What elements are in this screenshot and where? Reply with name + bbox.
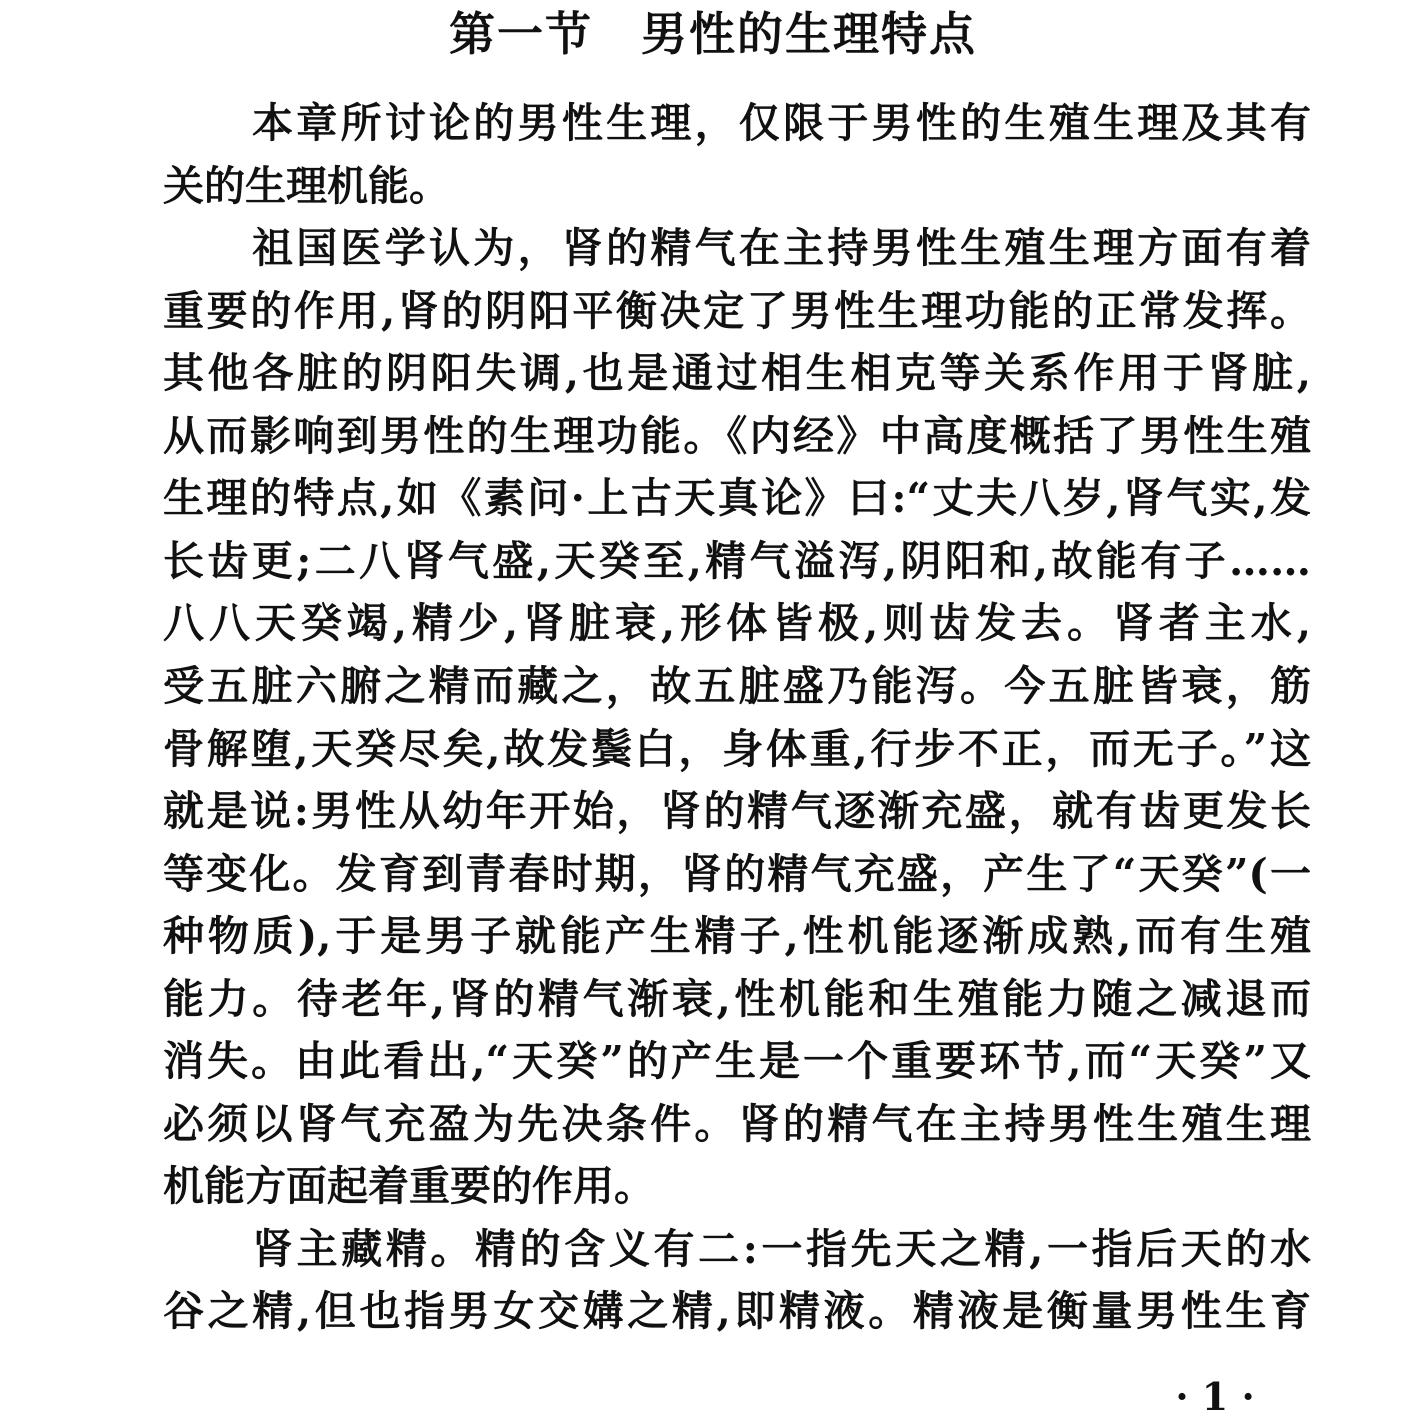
- text-line: 种物质),于是男子就能产生精子,性机能逐渐成熟,而有生殖: [163, 912, 1311, 960]
- text-line: 肾主藏精。精的含义有二:一指先天之精,一指后天的水: [252, 1225, 1311, 1273]
- text-line: 本章所讨论的男性生理，仅限于男性的生殖生理及其有: [252, 99, 1311, 147]
- text-line: 重要的作用,肾的阴阳平衡决定了男性生理功能的正常发挥。: [163, 287, 1311, 335]
- text-line: 机能方面起着重要的作用。: [163, 1162, 655, 1210]
- text-line: 八八天癸竭,精少,肾脏衰,形体皆极,则齿发去。肾者主水,: [163, 599, 1311, 647]
- text-line: 能力。待老年,肾的精气渐衰,性机能和生殖能力随之减退而: [163, 975, 1311, 1023]
- text-line: 等变化。发育到青春时期，肾的精气充盛，产生了“天癸”(一: [163, 850, 1311, 898]
- text-line: 受五脏六腑之精而藏之，故五脏盛乃能泻。今五脏皆衰，筋: [163, 662, 1311, 710]
- text-line: 从而影响到男性的生理功能。《内经》中高度概括了男性生殖: [163, 412, 1311, 460]
- text-line: 骨解堕,天癸尽矣,故发鬓白，身体重,行步不正，而无子。”这: [163, 725, 1311, 773]
- text-line: 消失。由此看出,“天癸”的产生是一个重要环节,而“天癸”又: [163, 1037, 1311, 1085]
- page-number: · 1 ·: [1175, 1374, 1255, 1419]
- text-line: 关的生理机能。: [163, 162, 450, 210]
- section-title: 第一节 男性的生理特点: [449, 7, 977, 61]
- text-line: 其他各脏的阴阳失调,也是通过相生相克等关系作用于肾脏,: [163, 349, 1311, 397]
- text-line: 祖国医学认为，肾的精气在主持男性生殖生理方面有着: [252, 224, 1311, 272]
- text-line: 长齿更;二八肾气盛,天癸至,精气溢泻,阴阳和,故能有子……: [163, 537, 1311, 585]
- text-line: 谷之精,但也指男女交媾之精,即精液。精液是衡量男性生育: [163, 1287, 1311, 1335]
- text-line: 必须以肾气充盈为先决条件。肾的精气在主持男性生殖生理: [163, 1100, 1311, 1148]
- text-line: 就是说:男性从幼年开始，肾的精气逐渐充盛，就有齿更发长: [163, 787, 1311, 835]
- text-line: 生理的特点,如《素问·上古天真论》曰:“丈夫八岁,肾气实,发: [163, 474, 1311, 522]
